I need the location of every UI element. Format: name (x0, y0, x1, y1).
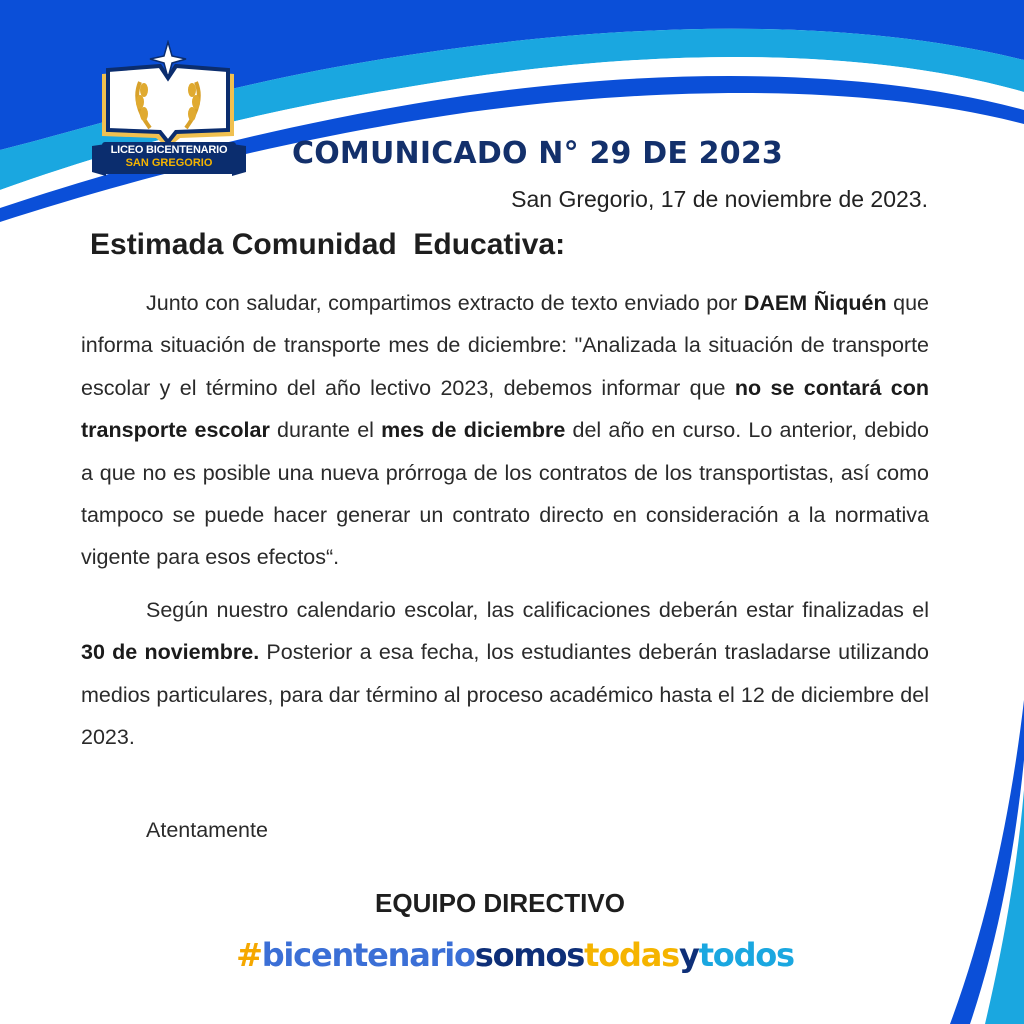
logo-line1: LICEO BICENTENARIO (110, 144, 228, 156)
text-span: Junto con saludar, compartimos extracto de texto enviado por (146, 291, 744, 315)
bold-no-transport: no se contará con transporte escolar (81, 375, 929, 443)
text-span: que informa situación de transporte mes de diciembre: "Analizada la situación de transporte escolar y el término del año lectivo 2023, debemos informar que (81, 291, 929, 400)
hashtag-part-bicentenario: bicentenario (261, 936, 475, 974)
text-span: del año en curso. Lo anterior, debido a que no es posible una nueva prórroga de los contratos de los transportistas, así como tampoco se puede hacer generar un contrato directo en consideración a la normativa vigente para esos efectos“. (81, 418, 929, 570)
hashtag-part-todas: todas (584, 936, 680, 974)
logo-line2: SAN GREGORIO (125, 157, 213, 169)
bold-december: mes de diciembre (381, 418, 566, 443)
text-span: Posterior a esa fecha, los estudiantes deberán trasladarse utilizando medios particulares, para dar término al proceso académico hasta el 12 de diciembre del 2023. (81, 640, 929, 750)
signature: EQUIPO DIRECTIVO (375, 888, 625, 918)
bold-date: 30 de noviembre. (81, 640, 260, 665)
logo-text (104, 144, 234, 170)
closing: Atentamente (146, 818, 268, 842)
hashtag-part-todos: todos (698, 936, 794, 974)
bold-daem: DAEM Ñiquén (743, 291, 887, 315)
hashtag-part-somos: somos (474, 936, 585, 974)
paragraph-transport (81, 282, 929, 579)
text-span: durante el (269, 418, 382, 443)
text-span: Según nuestro calendario escolar, las calificaciones deberán estar finalizadas el (146, 597, 929, 622)
hashtag-part-y: y (679, 936, 699, 974)
document-date: San Gregorio, 17 de noviembre de 2023. (511, 186, 928, 212)
document-body (81, 282, 929, 758)
hashtag-symbol: # (236, 936, 262, 974)
hashtag (0, 936, 1024, 974)
document-title: COMUNICADO N° 29 DE 2023 (292, 136, 783, 171)
greeting: Estimada Comunidad Educativa: (90, 228, 566, 261)
paragraph-calendar (81, 589, 929, 759)
